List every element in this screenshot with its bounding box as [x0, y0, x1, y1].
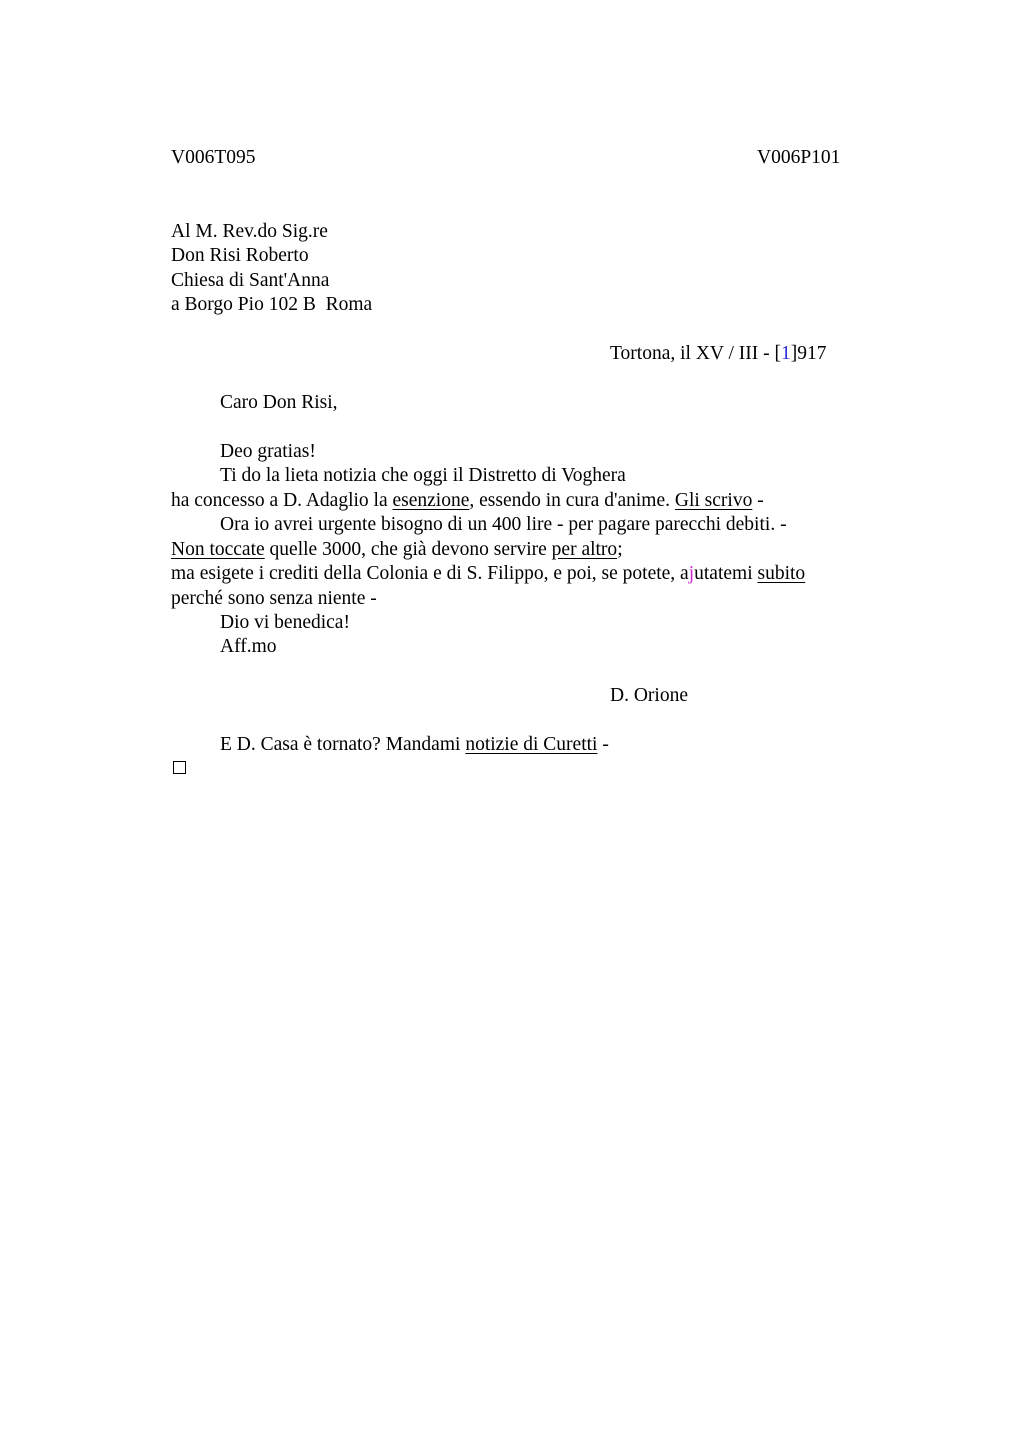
dateline-inserted-digit: 1 [781, 343, 791, 364]
body-line: perché sono senza niente - [171, 588, 377, 609]
archive-code-left: V006T095 [171, 147, 256, 168]
editorial-letter: j [688, 563, 695, 584]
salutation: Caro Don Risi, [220, 392, 338, 413]
closing-blessing: Dio vi benedica! [220, 612, 350, 633]
dateline-prefix: Tortona, il XV / III - [ [610, 343, 782, 364]
body-text: ; [617, 539, 623, 560]
body-text: , essendo in cura d'anime. [469, 490, 675, 511]
underlined-text: Gli scrivo [674, 490, 753, 511]
body-text: quelle 3000, che già devono servire [264, 539, 552, 560]
postscript [220, 733, 609, 757]
address-line-1: Al M. Rev.do Sig.re [171, 221, 328, 242]
address-line-3: Chiesa di Sant'Anna [171, 270, 330, 291]
body-text: - [752, 490, 764, 511]
body-line-deo-gratias: Deo gratias! [220, 441, 316, 462]
body-text: ha concesso a D. Adaglio la [171, 490, 393, 511]
body-text: ma esigete i crediti della Colonia e di S. Filippo, e poi, se potete, a [171, 563, 689, 584]
body-line [171, 562, 805, 586]
body-text: utatemi [694, 563, 758, 584]
body-line [171, 489, 764, 513]
underlined-text: per altro [551, 539, 618, 560]
closing-affectionately: Aff.mo [220, 636, 277, 657]
signature: D. Orione [610, 685, 688, 706]
body-line: Ora io avrei urgente bisogno di un 400 lire - per pagare parecchi debiti. - [220, 514, 787, 535]
checkbox-square-icon [173, 761, 186, 774]
dateline [610, 342, 827, 366]
underlined-text: esenzione [392, 490, 470, 511]
body-text: - [597, 734, 609, 755]
body-line [171, 538, 623, 562]
underlined-text: notizie di Curetti [465, 734, 598, 755]
body-text: E D. Casa è tornato? Mandami [220, 734, 466, 755]
address-line-2: Don Risi Roberto [171, 245, 309, 266]
address-line-4: a Borgo Pio 102 B Roma [171, 294, 373, 315]
body-line: Ti do la lieta notizia che oggi il Distretto di Voghera [220, 465, 626, 486]
dateline-suffix: ]917 [790, 343, 827, 364]
archive-code-right: V006P101 [757, 147, 841, 168]
underlined-text: Non toccate [171, 539, 265, 560]
underlined-text: subito [757, 563, 806, 584]
